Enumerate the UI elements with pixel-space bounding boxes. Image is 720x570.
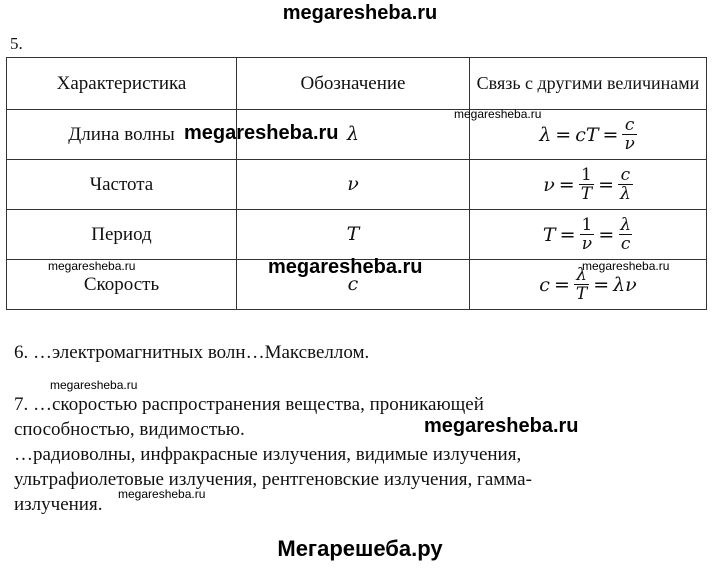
row-name: Длина волны	[7, 110, 237, 160]
row-symbol	[237, 160, 470, 210]
row-name: Скорость	[7, 260, 237, 310]
watermark: megaresheba.ru	[50, 378, 138, 392]
task-7-line-5: излучения.	[14, 494, 103, 515]
header-watermark: megaresheba.ru	[282, 2, 438, 24]
formula-speed: c = $\frac{\lambda}{T}$ = λν	[539, 265, 637, 304]
table-header-row	[7, 58, 707, 110]
symbol-speed: c	[347, 273, 359, 295]
task-5-number: 5.	[10, 34, 23, 53]
symbol-period: T	[346, 223, 360, 245]
footer-watermark: Мегарешеба.ру	[277, 536, 443, 561]
watermark: megaresheba.ru	[118, 487, 206, 501]
row-name: Период	[7, 210, 237, 260]
watermark: megaresheba.ru	[48, 259, 136, 273]
header-characteristic: Характеристика	[7, 58, 237, 110]
symbol-nu: ν	[347, 173, 359, 195]
symbol-lambda: λ	[346, 123, 360, 145]
table-row	[7, 110, 707, 160]
watermark: megaresheba.ru	[582, 259, 670, 273]
header-symbol: Обозначение	[237, 58, 470, 110]
watermark: megaresheba.ru	[454, 107, 542, 121]
row-formula	[470, 160, 707, 210]
table-row	[7, 160, 707, 210]
watermark: megaresheba.ru	[268, 256, 423, 278]
task-6-text: 6. …электромагнитных волн…Максвеллом.	[14, 342, 370, 363]
formula-period: T = $\frac{1}{\nu}$ = $\frac{\lambda}{c}$	[542, 215, 632, 254]
watermark: megaresheba.ru	[184, 122, 339, 144]
header-relation: Связь с другими величинами	[470, 58, 707, 110]
task-7-line-1: 7. …скоростью распространения вещества, проникающей	[14, 394, 484, 415]
watermark: megaresheba.ru	[424, 415, 579, 437]
task-7-line-4: ультрафиолетовые излучения, рентгеновские излучения, гамма-	[14, 469, 532, 490]
row-formula	[470, 210, 707, 260]
row-name: Частота	[7, 160, 237, 210]
task-7-line-3: …радиоволны, инфракрасные излучения, видимые излучения,	[14, 444, 522, 465]
task-7-line-2: способностью, видимостью.	[14, 419, 245, 440]
row-symbol	[237, 210, 470, 260]
table-row	[7, 210, 707, 260]
formula-frequency: ν = $\frac{1}{T}$ = $\frac{c}{\lambda}$	[543, 165, 631, 204]
formula-wavelength: λ = cT = $\frac{c}{\nu}$	[539, 115, 635, 154]
